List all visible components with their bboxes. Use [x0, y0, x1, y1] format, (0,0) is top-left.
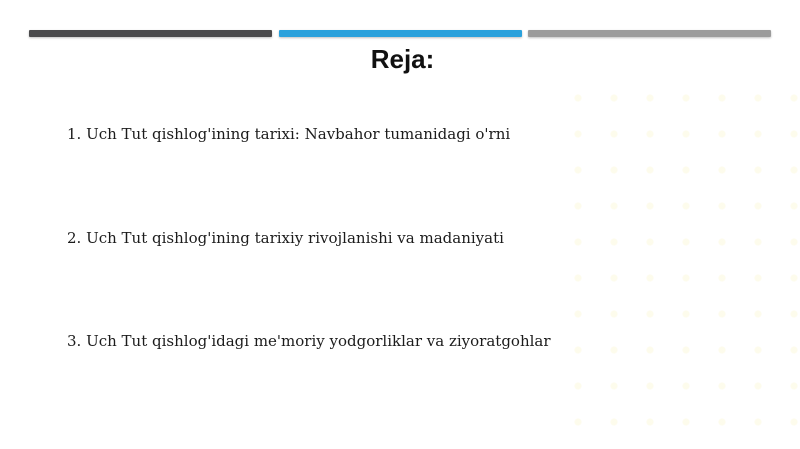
plan-item-1: 1. Uch Tut qishlog'ining tarixi: Navbahor tumanidagi o'rni: [67, 125, 511, 143]
top-bar-blue: [279, 30, 522, 37]
top-bar-dark: [29, 30, 272, 37]
plan-item-2: 2. Uch Tut qishlog'ining tarixiy rivojlanishi va madaniyati: [67, 229, 504, 247]
slide-title: Reja:: [370, 44, 435, 74]
decorative-dot-pattern: [560, 80, 800, 449]
plan-item-3: 3. Uch Tut qishlog'idagi me'moriy yodgorliklar va ziyoratgohlar: [67, 332, 551, 350]
top-bar-gray: [528, 30, 771, 37]
